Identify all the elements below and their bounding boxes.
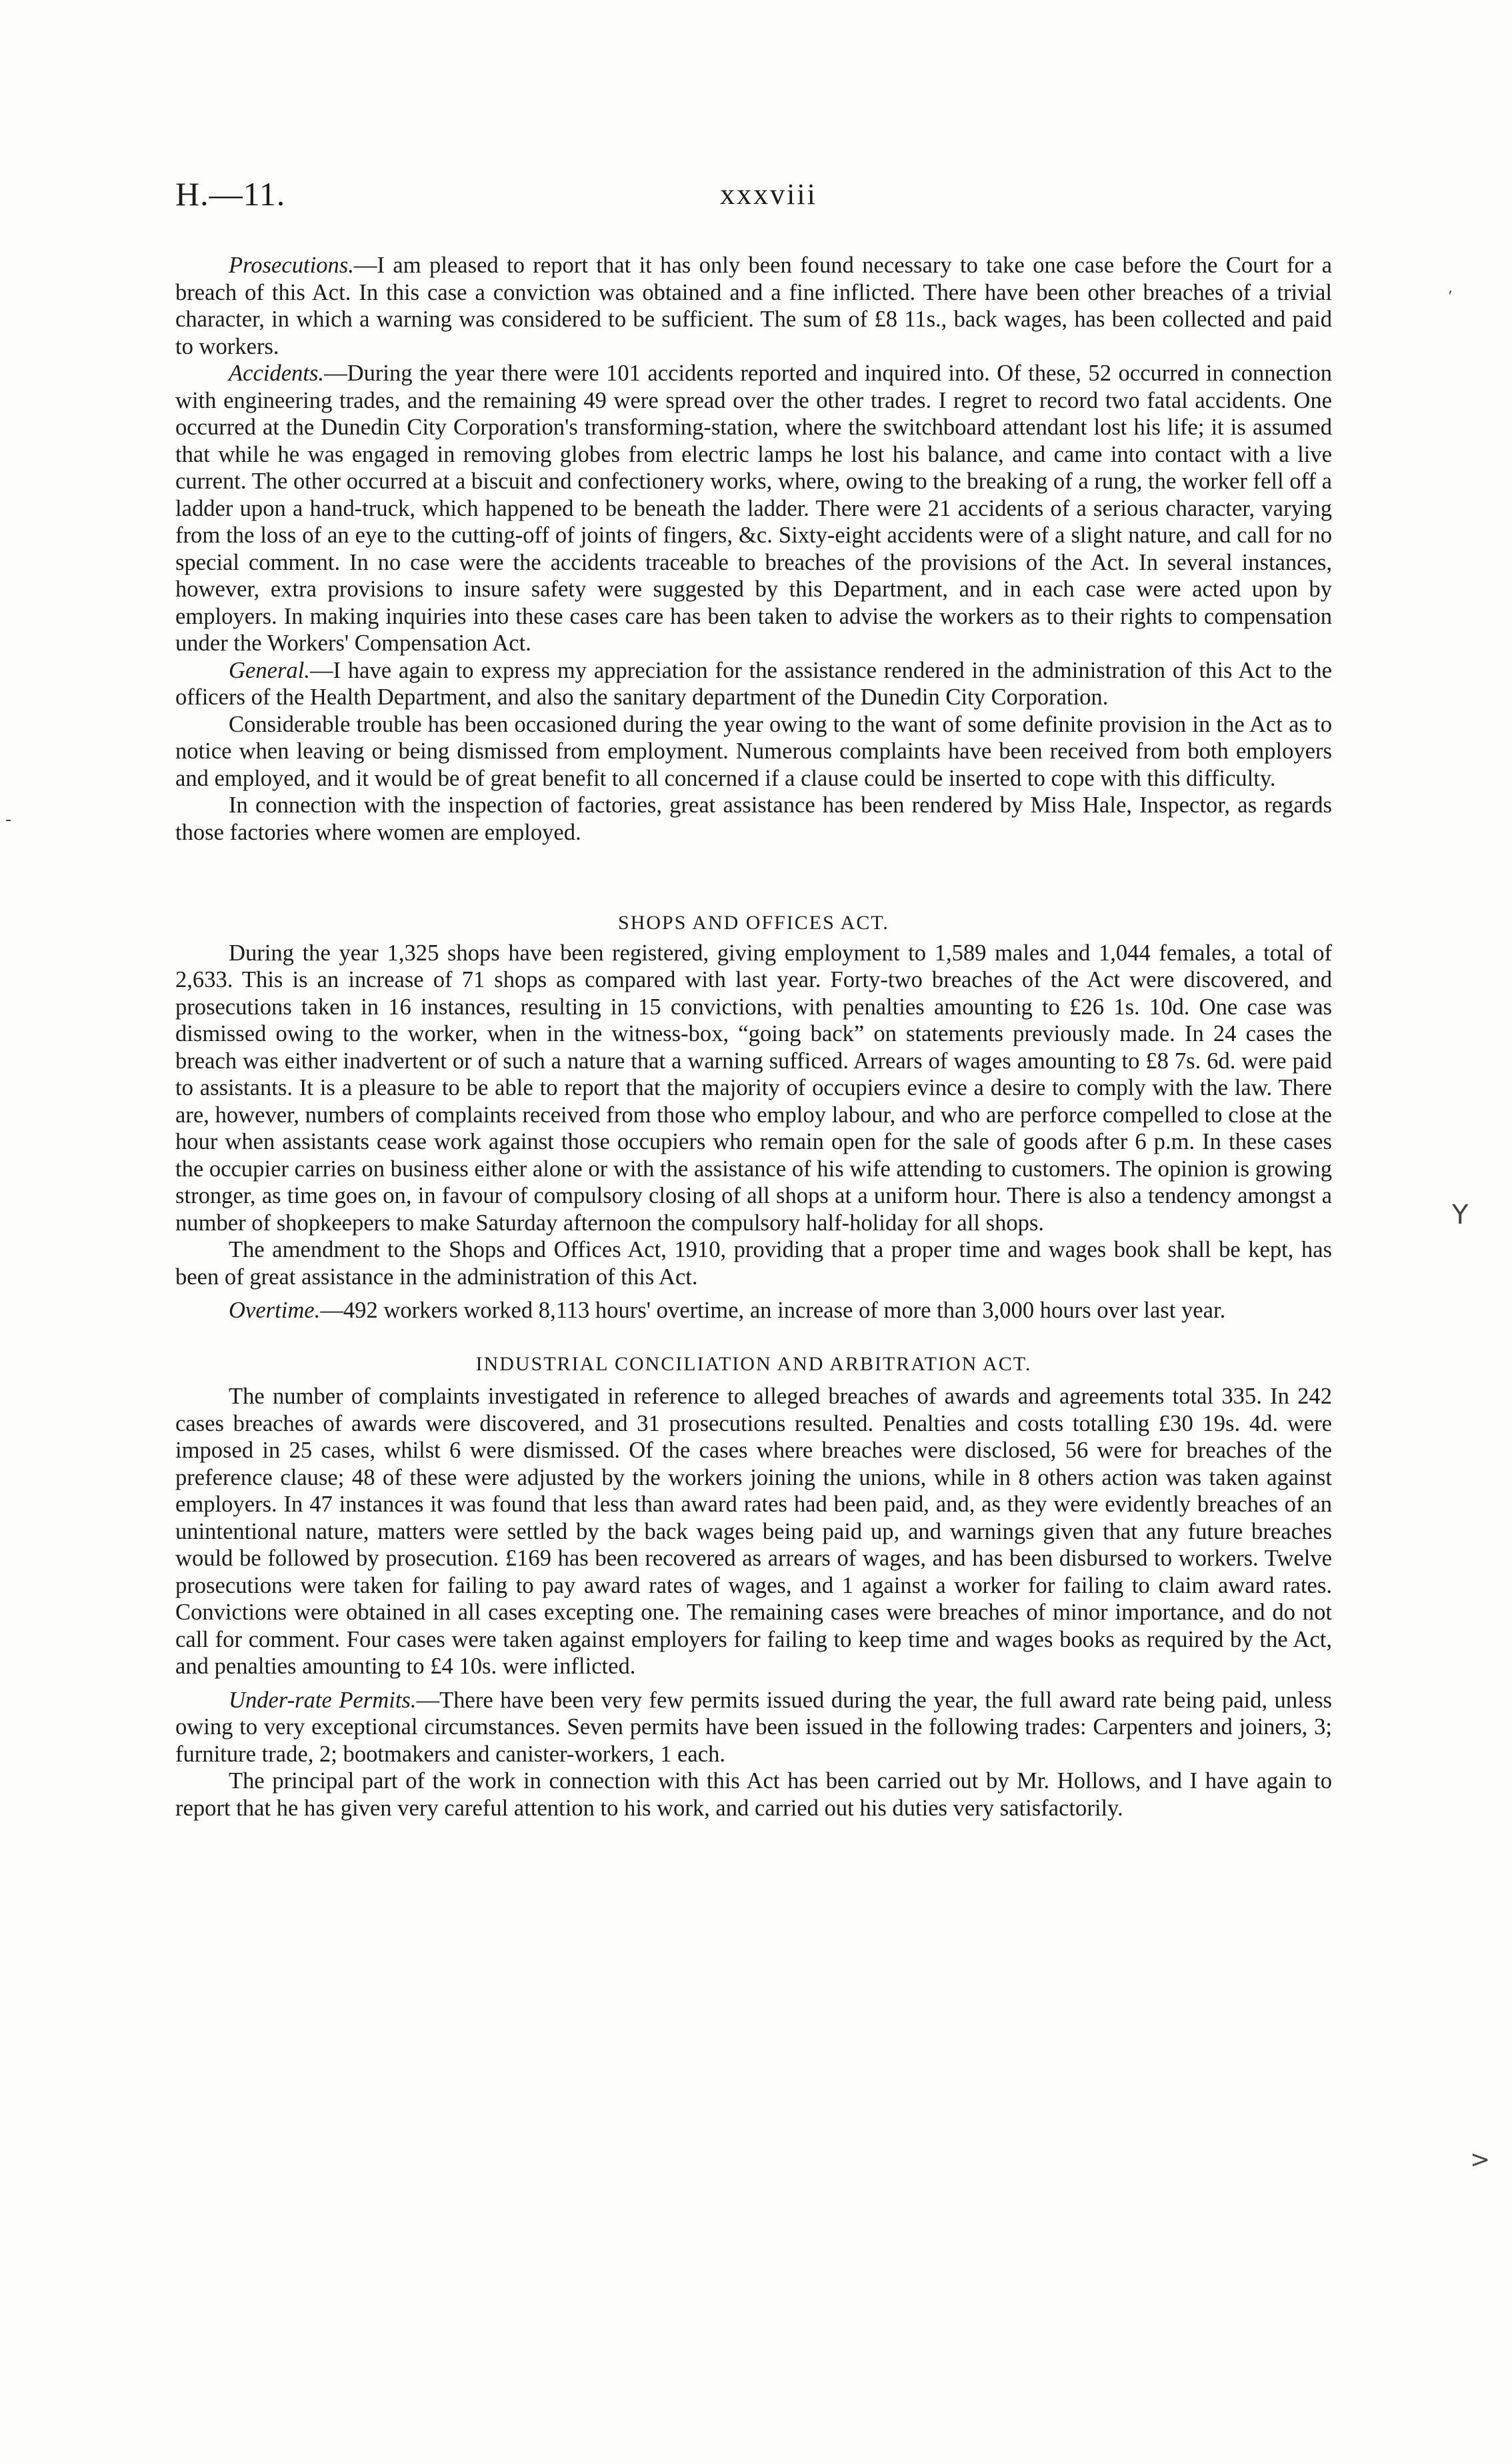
paragraph-shops-amendment: The amendment to the Shops and Offices Act, 1910, providing that a proper time and wages book shall be kept, has been of great assistance in the administration of this Act. (175, 1237, 1332, 1290)
heading-industrial-conciliation-act: INDUSTRIAL CONCILIATION AND ARBITRATION ACT. (475, 1352, 1032, 1375)
paragraph-accidents (175, 360, 1332, 657)
margin-speck-mark: , (1448, 280, 1453, 297)
paragraph-hollows: The principal part of the work in connection with this Act has been carried out by Mr. Hollows, and I have again to report that he has given very careful attention to his work, and carried out his duties very satisfactorily. (175, 1768, 1332, 1821)
text-prosecutions: —I am pleased to report that it has only been found necessary to take one case before the Court for a breach of this Act. In this case a conviction was obtained and a fine inflicted. There have been other breaches of a trivial character, in which a warning was considered to be sufficient. The sum of £8 11s., back wages, has been collected and paid to workers. (175, 253, 1332, 359)
lead-accidents: Accidents. (229, 361, 325, 386)
text-under-rate-permits: —There have been very few permits issued during the year, the full award rate being paid, unless owing to very exceptional circumstances. Seven permits have been issued in the following trades: Carpenters and joiners, 3; furniture trade, 2; bootmakers and canister-workers, 1 each. (175, 1687, 1333, 1767)
heading-shops-and-offices-act: SHOPS AND OFFICES ACT. (618, 912, 889, 934)
lead-overtime: Overtime. (229, 1298, 321, 1323)
page-number: xxxviii (720, 178, 817, 211)
margin-speck-mark: - (5, 810, 12, 830)
paragraph-prosecutions (175, 252, 1332, 360)
paragraph-shops-registration: During the year 1,325 shops have been registered, giving employment to 1,589 males and 1,044 females, a total of 2,633. This is an increase of 71 shops as compared with last year. Forty-two breaches of the Act were discovered, and prosecutions taken in 16 instances, resulting in 15 convictions, with penalties amounting to £26 1s. 10d. One case was dismissed owing to the worker, when in the witness-box, “going back” on statements previously made. In 24 cases the breach was either inadvertent or of such a nature that a warning sufficed. Arrears of wages amounting to £8 7s. 6d. were paid to assistants. It is a pleasure to be able to report that the majority of occupiers evince a desire to comply with the law. There are, however, numbers of complaints received from those who employ labour, and who are perforce compelled to close at the hour when assistants cease work against those occupiers who remain open for the sale of goods after 6 p.m. In these cases the occupier carries on business either alone or with the assistance of his wife attending to customers. The opinion is growing stronger, as time goes on, in favour of compulsory closing of all shops at a uniform hour. There is also a tendency amongst a number of shopkeepers to make Saturday afternoon the compulsory half-holiday for all shops. (175, 940, 1332, 1236)
page-header (175, 175, 1362, 235)
paragraph-under-rate-permits (175, 1687, 1332, 1768)
text-accidents: —During the year there were 101 accidents reported and inquired into. Of these, 52 occurred in connection with engineering trades, and the remaining 49 were spread over the other trades. I regret to record two fatal accidents. One occurred at the Dunedin City Corporation's transforming-station, where the switchboard attendant lost his life; it is assumed that while he was engaged in removing globes from electric lamps he lost his balance, and came into contact with a live current. The other occurred at a biscuit and confectionery works, where, owing to the breaking of a rung, the worker fell off a ladder upon a hand-truck, which happened to be beneath the ladder. There were 21 accidents of a serious character, varying from the loss of an eye to the cutting-off of joints of fingers, &c. Sixty-eight accidents were of a slight nature, and call for no special comment. In no case were the accidents traceable to breaches of the provisions of the Act. In several instances, however, extra provisions to insure safety were suggested by this Department, and in each case were acted upon by employers. In making inquiries into these cases care has been taken to advise the workers as to their rights to compensation under the Workers' Compensation Act. (175, 361, 1332, 656)
paragraph-general (175, 657, 1332, 711)
paragraph-overtime (175, 1297, 1332, 1324)
paragraph-notice-trouble: Considerable trouble has been occasioned during the year owing to the want of some definite provision in the Act as to notice when leaving or being dismissed from employment. Numerous complaints have been received from both employers and employed, and it would be of great benefit to all concerned if a clause could be inserted to cope with this difficulty. (175, 711, 1332, 791)
text-general: —I have again to express my appreciation for the assistance rendered in the administration of this Act to the officers of the Health Department, and also the sanitary department of the Dunedin City Corporation. (175, 657, 1332, 710)
document-body (175, 252, 1332, 1822)
margin-speck-mark: Y (1452, 1200, 1469, 1230)
paragraph-complaints: The number of complaints investigated in reference to alleged breaches of awards and agreements total 335. In 242 cases breaches of awards were discovered, and 31 prosecutions resulted. Penalties and costs totalling £30 19s. 4d. were imposed in 25 cases, whilst 6 were dismissed. Of the cases where breaches were disclosed, 56 were for breaches of the preference clause; 48 of these were adjusted by the workers joining the unions, while in 8 others action was taken against employers. In 47 instances it was found that less than award rates had been paid, and, as they were evidently breaches of an unintentional nature, matters were settled by the back wages being paid up, and warnings given that any future breaches would be followed by prosecution. £169 has been recovered as arrears of wages, and has been disbursed to workers. Twelve prosecutions were taken for failing to pay award rates of wages, and 1 against a worker for failing to claim award rates. Convictions were obtained in all cases excepting one. The remaining cases were breaches of minor importance, and do not call for comment. Four cases were taken against employers for failing to keep time and wages books as required by the Act, and penalties amounting to £4 10s. were inflicted. (175, 1384, 1332, 1679)
lead-general: General. (229, 657, 310, 683)
lead-prosecutions: Prosecutions. (229, 253, 354, 278)
lead-under-rate-permits: Under-rate Permits. (229, 1687, 417, 1713)
paragraph-inspection: In connection with the inspection of factories, great assistance has been rendered by Miss Hale, Inspector, as regards those factories where women are employed. (175, 792, 1332, 845)
document-id: H.—11. (175, 175, 286, 213)
text-overtime: —492 workers worked 8,113 hours' overtime, an increase of more than 3,000 hours over last year. (320, 1298, 1226, 1323)
margin-speck-mark: > (1470, 2146, 1491, 2173)
